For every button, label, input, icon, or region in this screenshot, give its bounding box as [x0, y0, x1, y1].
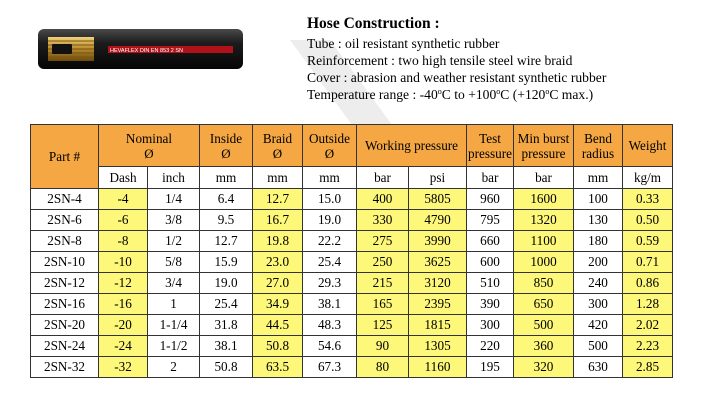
- unit-cell: mm: [303, 167, 357, 189]
- table-cell: 1160: [409, 357, 467, 378]
- table-cell: 1100: [514, 231, 574, 252]
- unit-cell: bar: [357, 167, 409, 189]
- table-cell: 19.0: [303, 210, 357, 231]
- table-cell: -10: [99, 252, 148, 273]
- table-cell: 63.5: [253, 357, 303, 378]
- unit-cell: bar: [514, 167, 574, 189]
- table-cell: 12.7: [253, 189, 303, 210]
- header-braid: Braid Ø: [253, 125, 303, 167]
- table-cell: 4790: [409, 210, 467, 231]
- table-cell: 240: [574, 273, 623, 294]
- header-inside: Inside Ø: [200, 125, 253, 167]
- header-test-pressure: Test pressure: [467, 125, 514, 167]
- part-number-cell: 2SN-8: [31, 231, 99, 252]
- table-cell: 9.5: [200, 210, 253, 231]
- table-cell: 795: [467, 210, 514, 231]
- table-cell: 630: [574, 357, 623, 378]
- table-row: [31, 231, 673, 252]
- table-cell: 510: [467, 273, 514, 294]
- table-cell: -12: [99, 273, 148, 294]
- table-cell: 100: [574, 189, 623, 210]
- part-number-cell: 2SN-32: [31, 357, 99, 378]
- table-cell: 1320: [514, 210, 574, 231]
- table-cell: 1-1/2: [148, 336, 200, 357]
- table-row: [31, 294, 673, 315]
- part-number-cell: 2SN-24: [31, 336, 99, 357]
- table-cell: 50.8: [200, 357, 253, 378]
- table-cell: 0.86: [623, 273, 673, 294]
- table-cell: 195: [467, 357, 514, 378]
- table-cell: 31.8: [200, 315, 253, 336]
- table-cell: 38.1: [303, 294, 357, 315]
- header-bend-radius: Bend radius: [574, 125, 623, 167]
- table-cell: 54.6: [303, 336, 357, 357]
- unit-cell: kg/m: [623, 167, 673, 189]
- table-cell: 3/4: [148, 273, 200, 294]
- unit-cell: mm: [200, 167, 253, 189]
- part-number-cell: 2SN-16: [31, 294, 99, 315]
- unit-cell: mm: [574, 167, 623, 189]
- part-number-cell: 2SN-20: [31, 315, 99, 336]
- table-cell: 67.3: [303, 357, 357, 378]
- unit-cell: psi: [409, 167, 467, 189]
- table-cell: 12.7: [200, 231, 253, 252]
- table-cell: 3990: [409, 231, 467, 252]
- table-cell: 2.02: [623, 315, 673, 336]
- table-cell: 34.9: [253, 294, 303, 315]
- table-cell: 1/4: [148, 189, 200, 210]
- table-cell: 300: [574, 294, 623, 315]
- table-cell: 650: [514, 294, 574, 315]
- table-cell: 960: [467, 189, 514, 210]
- table-cell: 3120: [409, 273, 467, 294]
- part-number-cell: 2SN-10: [31, 252, 99, 273]
- table-cell: 5/8: [148, 252, 200, 273]
- table-cell: 165: [357, 294, 409, 315]
- table-cell: 200: [574, 252, 623, 273]
- unit-cell: bar: [467, 167, 514, 189]
- table-cell: 180: [574, 231, 623, 252]
- table-cell: 360: [514, 336, 574, 357]
- table-cell: -24: [99, 336, 148, 357]
- table-cell: 1.28: [623, 294, 673, 315]
- table-cell: 3/8: [148, 210, 200, 231]
- table-cell: 15.0: [303, 189, 357, 210]
- part-number-cell: 2SN-12: [31, 273, 99, 294]
- table-cell: 5805: [409, 189, 467, 210]
- table-cell: 390: [467, 294, 514, 315]
- table-cell: 0.33: [623, 189, 673, 210]
- table-cell: 420: [574, 315, 623, 336]
- table-cell: 215: [357, 273, 409, 294]
- table-cell: 90: [357, 336, 409, 357]
- table-cell: 1305: [409, 336, 467, 357]
- table-cell: 23.0: [253, 252, 303, 273]
- table-cell: 25.4: [303, 252, 357, 273]
- header-part: Part #: [31, 125, 99, 189]
- table-cell: 125: [357, 315, 409, 336]
- part-number-cell: 2SN-6: [31, 210, 99, 231]
- table-cell: 330: [357, 210, 409, 231]
- table-cell: 2.85: [623, 357, 673, 378]
- tube-spec: Tube : oil resistant synthetic rubber: [307, 36, 500, 51]
- table-cell: 2395: [409, 294, 467, 315]
- table-cell: 400: [357, 189, 409, 210]
- table-cell: 1/2: [148, 231, 200, 252]
- table-cell: 0.59: [623, 231, 673, 252]
- unit-cell: inch: [148, 167, 200, 189]
- header-outside: Outside Ø: [303, 125, 357, 167]
- units-row: [31, 167, 673, 189]
- temperature-range: Temperature range : -40$^o$C to $+100^oC$ ($+120^oC$ max.): [307, 87, 594, 102]
- table-cell: 38.1: [200, 336, 253, 357]
- table-cell: 48.3: [303, 315, 357, 336]
- hose-label: HEVAFLEX DIN EN 853 2 SN: [110, 48, 183, 54]
- table-cell: -16: [99, 294, 148, 315]
- table-cell: 6.4: [200, 189, 253, 210]
- table-cell: 500: [514, 315, 574, 336]
- table-cell: 29.3: [303, 273, 357, 294]
- hose-image: [38, 29, 243, 69]
- table-cell: 27.0: [253, 273, 303, 294]
- table-cell: 0.71: [623, 252, 673, 273]
- cover-spec: Cover : abrasion and weather resistant synthetic rubber: [307, 70, 607, 85]
- table-row: [31, 336, 673, 357]
- header-weight: Weight: [623, 125, 673, 167]
- table-cell: -4: [99, 189, 148, 210]
- unit-cell: mm: [253, 167, 303, 189]
- table-cell: 275: [357, 231, 409, 252]
- header-min-burst-pressure: Min burst pressure: [514, 125, 574, 167]
- table-cell: 600: [467, 252, 514, 273]
- header-working-pressure: Working pressure: [357, 125, 467, 167]
- table-cell: 22.2: [303, 231, 357, 252]
- header-nominal: Nominal Ø: [99, 125, 200, 167]
- table-row: [31, 252, 673, 273]
- table-cell: 130: [574, 210, 623, 231]
- table-cell: 2.23: [623, 336, 673, 357]
- table-cell: 500: [574, 336, 623, 357]
- table-cell: 1000: [514, 252, 574, 273]
- table-cell: 1815: [409, 315, 467, 336]
- table-cell: 850: [514, 273, 574, 294]
- table-cell: 19.8: [253, 231, 303, 252]
- table-row: [31, 315, 673, 336]
- table-row: [31, 210, 673, 231]
- table-cell: 80: [357, 357, 409, 378]
- table-row: [31, 273, 673, 294]
- construction-title: Hose Construction :: [307, 15, 440, 32]
- table-cell: 3625: [409, 252, 467, 273]
- table-cell: -32: [99, 357, 148, 378]
- table-cell: -20: [99, 315, 148, 336]
- table-cell: 19.0: [200, 273, 253, 294]
- reinforcement-spec: Reinforcement : two high tensile steel wire braid: [307, 53, 573, 68]
- table-cell: 1: [148, 294, 200, 315]
- table-cell: 0.50: [623, 210, 673, 231]
- table-cell: 15.9: [200, 252, 253, 273]
- table-cell: 16.7: [253, 210, 303, 231]
- part-number-cell: 2SN-4: [31, 189, 99, 210]
- hose-construction: [307, 15, 707, 103]
- table-cell: 50.8: [253, 336, 303, 357]
- table-cell: 660: [467, 231, 514, 252]
- table-cell: 1600: [514, 189, 574, 210]
- table-row: [31, 357, 673, 378]
- table-row: [31, 189, 673, 210]
- table-cell: 2: [148, 357, 200, 378]
- hose-spec-table: [30, 124, 673, 378]
- table-cell: 1-1/4: [148, 315, 200, 336]
- unit-cell: Dash: [99, 167, 148, 189]
- table-cell: -8: [99, 231, 148, 252]
- table-cell: 44.5: [253, 315, 303, 336]
- table-cell: 300: [467, 315, 514, 336]
- table-cell: 25.4: [200, 294, 253, 315]
- table-cell: 250: [357, 252, 409, 273]
- table-cell: 320: [514, 357, 574, 378]
- table-cell: 220: [467, 336, 514, 357]
- table-cell: -6: [99, 210, 148, 231]
